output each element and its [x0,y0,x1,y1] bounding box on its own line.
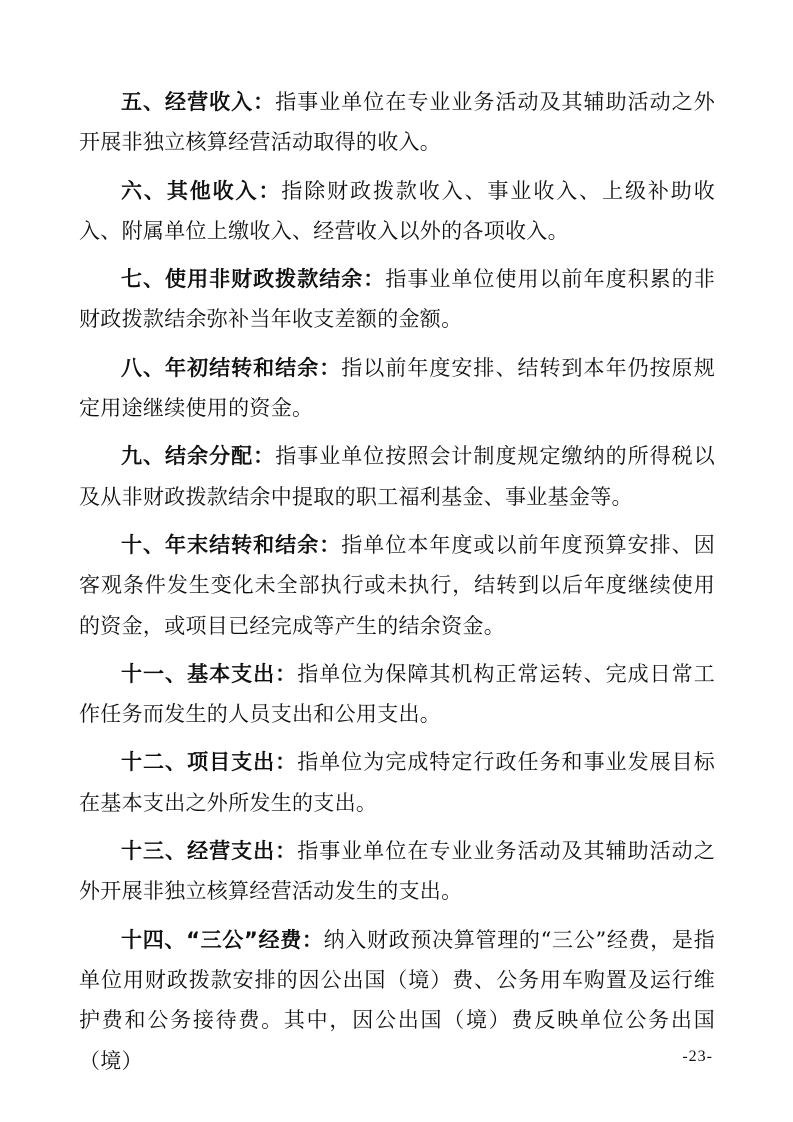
paragraph-project-expenditure [79,742,715,823]
paragraph-non-fiscal-surplus-use [79,259,715,340]
definition-text: 指以前年度安排、结转到本年仍按原规定用途继续使用的资金。 [79,355,715,421]
paragraph-closing-carryover [79,525,715,646]
page-number: -23- [682,1048,713,1065]
definition-text: 指事业单位在专业业务活动及其辅助活动之外开展非独立核算经营活动发生的支出。 [79,839,715,904]
term-label: 七、使用非财政拨款结余： [121,267,386,292]
term-label: 十二、项目支出： [121,750,298,775]
definition-text: 指单位为完成特定行政任务和事业发展目标在基本支出之外所发生的支出。 [79,750,715,815]
term-label: 八、年初结转和结余： [121,355,342,380]
paragraph-operating-expenditure [79,831,715,912]
term-label: 十四、“三公”经费： [121,927,324,952]
definition-text: 指单位本年度或以前年度预算安排、因客观条件发生变化未全部执行或未执行，结转到以后年度继续使用的资金，或项目已经完成等产生的结余资金。 [79,532,715,638]
document-body [79,82,715,1089]
definition-text: 指事业单位使用以前年度积累的非财政拨款结余弥补当年收支差额的金额。 [79,267,715,332]
paragraph-other-income [79,171,715,252]
definition-text: 指单位为保障其机构正常运转、完成日常工作任务而发生的人员支出和公用支出。 [79,661,715,727]
term-label: 五、经营收入： [121,90,276,114]
term-label: 十三、经营支出： [121,839,298,864]
paragraph-basic-expenditure [79,654,715,735]
term-label: 九、结余分配： [121,444,276,469]
definition-text: 指事业单位在专业业务活动及其辅助活动之外开展非独立核算经营活动取得的收入。 [79,90,715,155]
term-label: 十一、基本支出： [121,661,298,686]
definition-text: 指事业单位按照会计制度规定缴纳的所得税以及从非财政拨款结余中提取的职工福利基金、事业基金等。 [79,444,715,509]
term-label: 十、年末结转和结余： [121,532,342,557]
definition-text: 指除财政拨款收入、事业收入、上级补助收入、附属单位上缴收入、经营收入以外的各项收入。 [79,178,715,243]
definition-text: 纳入财政预决算管理的“三公”经费，是指单位用财政拨款安排的因公出国（境）费、公务用车购置及运行维护费和公务接待费。其中，因公出国（境）费反映单位公务出国（境） [79,927,715,1073]
paragraph-opening-carryover [79,348,715,429]
paragraph-surplus-distribution [79,436,715,517]
paragraph-operating-income [79,82,715,163]
term-label: 六、其他收入： [121,178,282,203]
paragraph-three-public-expenses [79,920,715,1081]
